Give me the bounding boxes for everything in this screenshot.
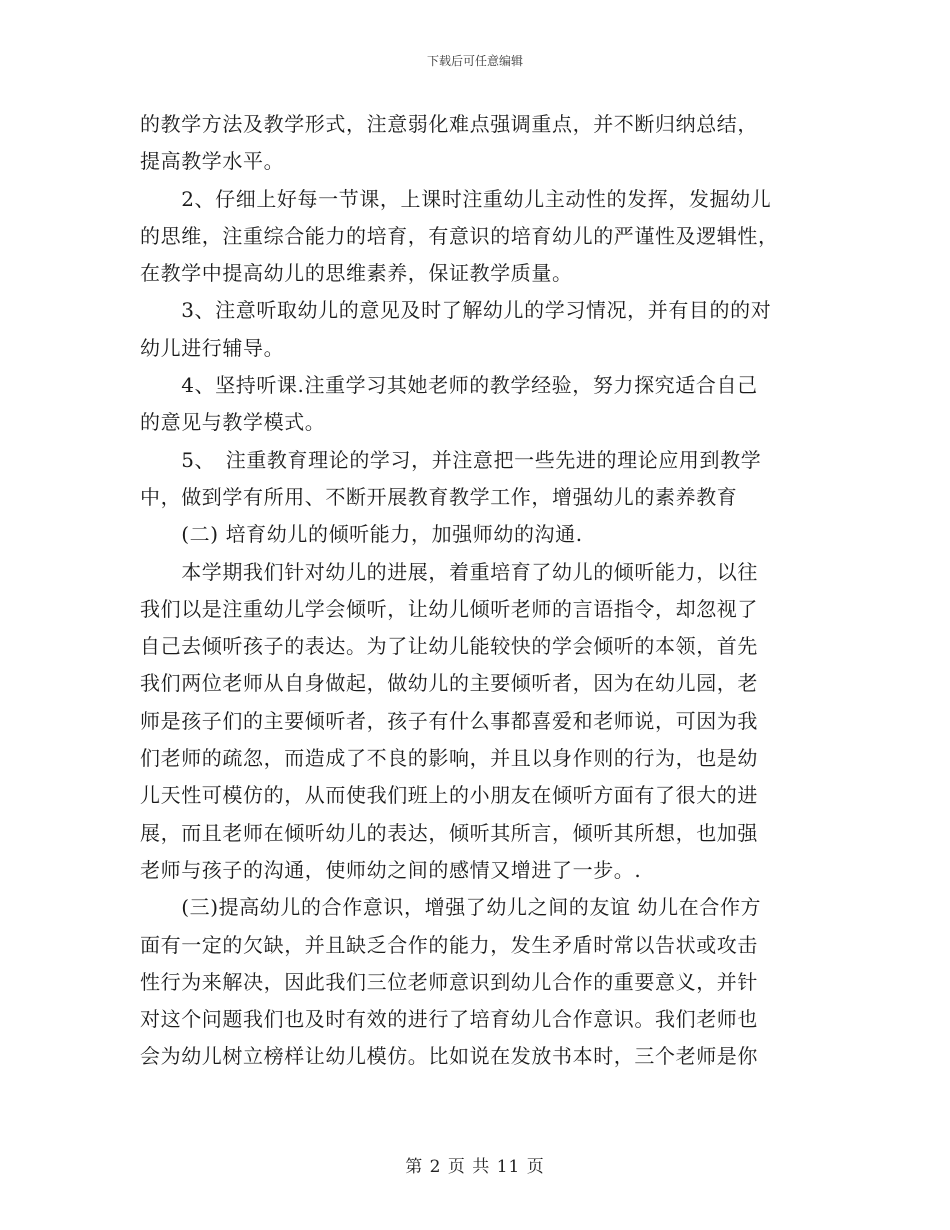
text-line: 5、 注重教育理论的学习，并注意把一些先进的理论应用到教学 bbox=[140, 447, 762, 472]
text-line: 儿天性可模仿的，从而使我们班上的小朋友在倾听方面有了很大的进 bbox=[140, 783, 758, 808]
document-body bbox=[140, 106, 812, 1076]
text-line: 自己去倾听孩子的表达。为了让幼儿能较快的学会倾听的本领，首先 bbox=[140, 634, 758, 659]
text-line: 在教学中提高幼儿的思维素养，保证教学质量。 bbox=[140, 261, 573, 286]
text-line: 的思维，注重综合能力的培育，有意识的培育幼儿的严谨性及逻辑性， bbox=[140, 223, 779, 248]
text-line: 性行为来解决，因此我们三位老师意识到幼儿合作的重要意义，并针 bbox=[140, 969, 758, 994]
page-number-footer: 第 2 页 共 11 页 bbox=[405, 1157, 545, 1177]
text-line: 我们两位老师从自身做起，做幼儿的主要倾听者，因为在幼儿园，老 bbox=[140, 671, 758, 696]
text-line: 老师与孩子的沟通，使师幼之间的感情又增进了一步。. bbox=[140, 857, 642, 882]
text-line: 面有一定的欠缺，并且缺乏合作的能力，发生矛盾时常以告状或攻击 bbox=[140, 932, 758, 957]
page-header: 下载后可任意编辑 bbox=[426, 54, 523, 68]
text-line: 的教学方法及教学形式，注意弱化难点强调重点，并不断归纳总结， bbox=[140, 112, 758, 136]
text-line: 会为幼儿树立榜样让幼儿模仿。比如说在发放书本时，三个老师是你 bbox=[140, 1044, 758, 1069]
section-heading: (三)提高幼儿的合作意识，增强了幼儿之间的友谊 幼儿在合作方 bbox=[140, 895, 762, 920]
text-line: 们老师的疏忽，而造成了不良的影响，并且以身作则的行为，也是幼 bbox=[140, 746, 758, 771]
text-line: 提高教学水平。 bbox=[140, 149, 285, 174]
text-line: 师是孩子们的主要倾听者，孩子有什么事都喜爱和老师说，可因为我 bbox=[140, 708, 758, 733]
text-line: 本学期我们针对幼儿的进展，着重培育了幼儿的倾听能力，以往 bbox=[140, 559, 758, 584]
text-line: 4、坚持听课.注重学习其她老师的教学经验，努力探究适合自己 bbox=[140, 373, 758, 398]
text-line: 3、注意听取幼儿的意见及时了解幼儿的学习情况，并有目的的对 bbox=[140, 298, 772, 323]
text-line: 中，做到学有所用、不断开展教育教学工作，增强幼儿的素养教育 bbox=[140, 484, 738, 509]
text-line: 幼儿进行辅导。 bbox=[140, 335, 285, 360]
text-line: 我们以是注重幼儿学会倾听，让幼儿倾听老师的言语指令，却忽视了 bbox=[140, 596, 758, 621]
text-line: 的意见与教学模式。 bbox=[140, 410, 326, 435]
text-line: 对这个问题我们也及时有效的进行了培育幼儿合作意识。我们老师也 bbox=[140, 1007, 758, 1032]
text-line: 展，而且老师在倾听幼儿的表达，倾听其所言，倾听其所想，也加强 bbox=[140, 820, 758, 845]
section-heading: (二) 培育幼儿的倾听能力，加强师幼的沟通. bbox=[140, 522, 583, 547]
text-line: 2、仔细上好每一节课，上课时注重幼儿主动性的发挥，发掘幼儿 bbox=[140, 186, 772, 211]
